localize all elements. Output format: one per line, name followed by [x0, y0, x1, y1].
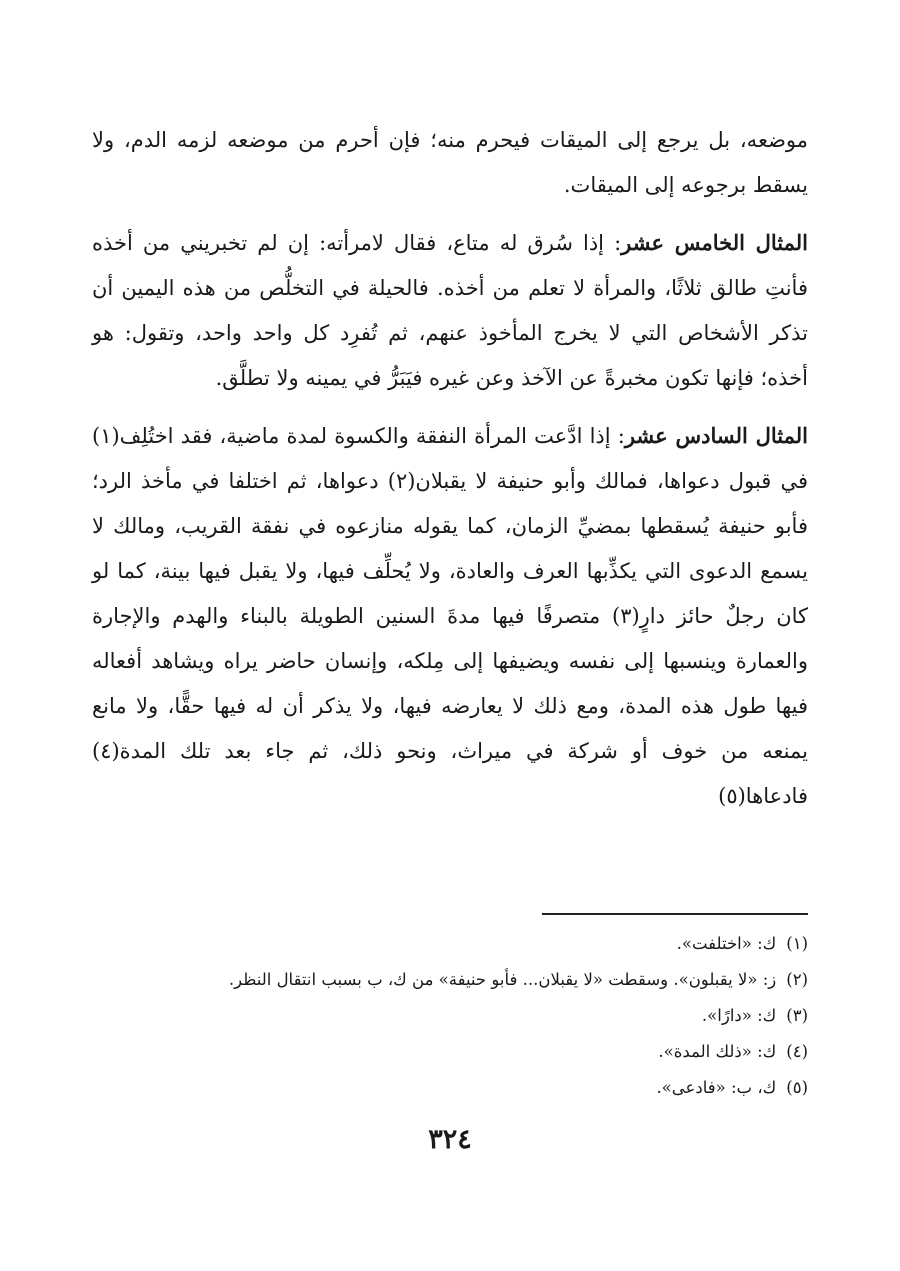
paragraph-example-16: [92, 413, 808, 819]
footnote-number: (٣): [786, 1006, 808, 1025]
example-heading: المثال الخامس عشر: [621, 230, 808, 255]
footnote-number: (١): [786, 934, 808, 953]
footnote-number: (٥): [786, 1078, 808, 1097]
footnote: [92, 1034, 808, 1070]
example-heading: المثال السادس عشر: [624, 423, 808, 448]
footnote-text: ك، ب: «فادعى».: [656, 1078, 777, 1097]
footnote-text: ك: «اختلفت».: [676, 934, 777, 953]
paragraph-example-15: [92, 220, 808, 401]
footnote-text: ك: «دارًا».: [701, 1006, 777, 1025]
paragraph-text: : إذا سُرق له متاع، فقال لامرأته: إن لم تخبريني من أخذه فأنتِ طالق ثلاثًا، والمرأة لا تعلم من أخذه. فالحيلة في التخلُّص من هذه اليمين أن تذكر الأشخاص التي لا يخرج المأخوذ عنهم، ثم تُفرِد كل واحد واحد، وتقول: هو أخذه؛ فإنها تكون مخبرةً عن الآخذ وعن غيره فيَبَرُّ في يمينه ولا تطلَّق.: [92, 231, 808, 390]
main-text: [92, 118, 808, 819]
footnote-number: (٢): [786, 970, 808, 989]
footnote-number: (٤): [786, 1042, 808, 1061]
footnote: [92, 962, 808, 998]
footnote: [92, 998, 808, 1034]
footnote-text: ك: «ذلك المدة».: [658, 1042, 777, 1061]
footnote: [92, 1070, 808, 1106]
footnote: [92, 926, 808, 962]
paragraph-text: موضعه، بل يرجع إلى الميقات فيحرم منه؛ فإن أحرم من موضعه لزمه الدم، ولا يسقط برجوعه إلى الميقات.: [92, 128, 809, 197]
page-number: ٣٢٤: [428, 1124, 472, 1155]
paragraph-text: : إذا ادَّعت المرأة النفقة والكسوة لمدة ماضية، فقد اختُلِف(١) في قبول دعواها، فمالك وأبو حنيفة لا يقبلان(٢) دعواها، ثم اختلفا في مأخذ الرد؛ فأبو حنيفة يُسقطها بمضيِّ الزمان، كما يقوله منازعوه في نفقة القريب، ومالك لا يسمع الدعوى التي يكذِّبها العرف والعادة، ولا يُحلِّف فيها، ولا يقبل فيها بينة، كما لو كان رجلٌ حائز دارٍ(٣) متصرفًا فيها مدةَ السنين الطويلة بالبناء والهدم والإجارة والعمارة وينسبها إلى نفسه ويضيفها إلى مِلكه، وإنسان حاضر يراه ويشاهد أفعاله فيها طول هذه المدة، ومع ذلك لا يعارضه فيها، ولا يذكر أن له فيها حقًّا، ولا مانع يمنعه من خوف أو شركة في ميراث، ونحو ذلك، ثم جاء بعد تلك المدة(٤) فادعاها(٥): [92, 424, 809, 808]
footnote-divider: [542, 913, 808, 915]
paragraph-continuation: [92, 118, 808, 208]
footnote-text: ز: «لا يقبلون». وسقطت «لا يقبلان... فأبو حنيفة» من ك، ب بسبب انتقال النظر.: [228, 970, 777, 989]
footnotes-list: [92, 926, 808, 1106]
